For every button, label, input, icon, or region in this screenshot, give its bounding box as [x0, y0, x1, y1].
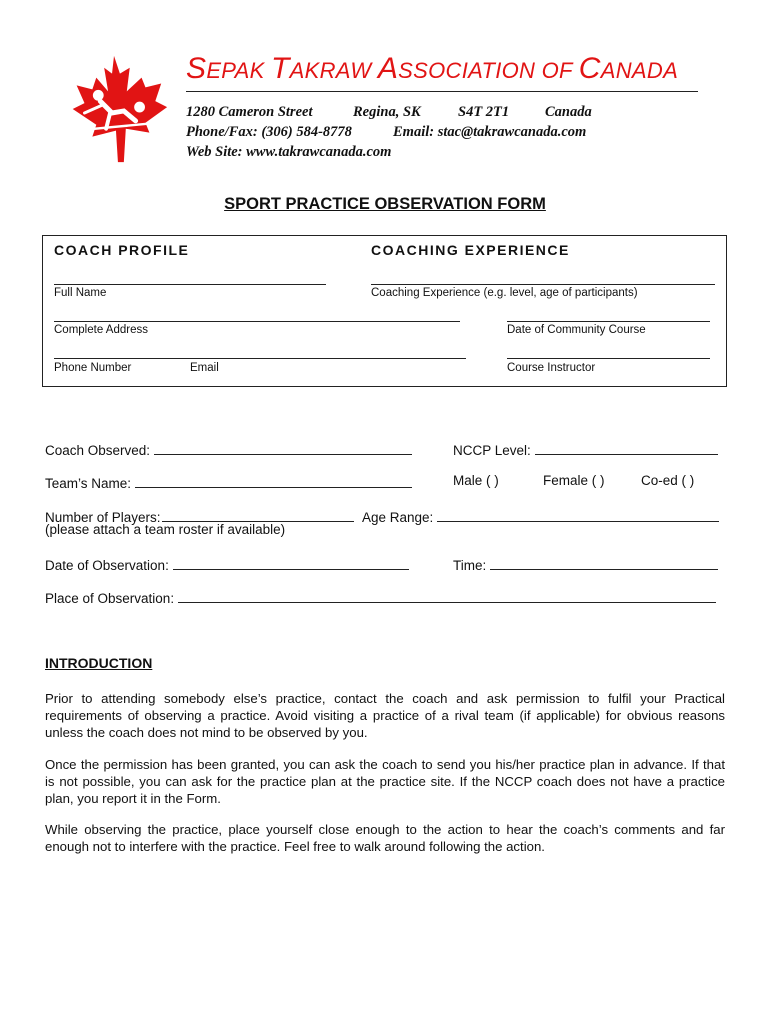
full-name-line[interactable]: [54, 284, 326, 285]
title-part-2-rest: AKRAW: [289, 58, 378, 83]
title-part-2-cap: T: [271, 52, 290, 85]
title-part-3-cap: A: [377, 52, 399, 85]
coach-observed-input[interactable]: [154, 440, 412, 455]
address-street: 1280 Cameron Street: [186, 104, 313, 120]
coach-observed-field: [45, 440, 412, 458]
email-address: Email: stac@takrawcanada.com: [393, 124, 587, 140]
maple-leaf-logo: [55, 52, 173, 170]
introduction-heading: INTRODUCTION: [45, 655, 153, 671]
phone-email-line[interactable]: [54, 358, 466, 359]
title-part-4-rest: ANADA: [600, 58, 679, 83]
title-part-3-rest: SSOCIATION OF: [398, 58, 579, 83]
course-instructor-caption: Course Instructor: [507, 362, 596, 374]
male-option[interactable]: Male ( ): [453, 473, 499, 488]
coaching-experience-caption: Coaching Experience (e.g. level, age of participants): [371, 287, 638, 299]
header-rule: [186, 91, 698, 92]
course-instructor-line[interactable]: [507, 358, 710, 359]
teams-name-input[interactable]: [135, 473, 412, 488]
age-range-field: [362, 507, 719, 525]
age-range-input[interactable]: [437, 507, 719, 522]
complete-address-line[interactable]: [54, 321, 460, 322]
date-of-observation-label: Date of Observation:: [45, 558, 169, 573]
teams-name-label: Team’s Name:: [45, 476, 132, 491]
intro-paragraph-1: Prior to attending somebody else’s practice, contact the coach and ask permission to fulfil your Practical requirements of observing a practice. Avoid visiting a practice of a rival team (if applicable) for obvious reasons unless the coach does not mind to be observed by you.: [45, 691, 725, 740]
date-of-observation-field: [45, 555, 409, 573]
community-course-date-line[interactable]: [507, 321, 710, 322]
email-caption: Email: [190, 362, 219, 374]
title-part-4-cap: C: [578, 52, 601, 85]
website: Web Site: www.takrawcanada.com: [186, 144, 392, 160]
number-of-players-input[interactable]: [162, 507, 354, 522]
female-option[interactable]: Female ( ): [543, 473, 605, 488]
date-of-observation-input[interactable]: [173, 555, 409, 570]
address-city: Regina, SK: [353, 104, 421, 120]
intro-paragraph-3: While observing the practice, place yourself close enough to the action to hear the coach’s comments and far enough not to interfere with the practice. Feel free to walk around following the action.: [45, 822, 725, 854]
phone-fax: Phone/Fax: (306) 584-8778: [186, 124, 352, 140]
coed-option[interactable]: Co-ed ( ): [641, 473, 695, 488]
place-of-observation-field: [45, 588, 716, 606]
place-of-observation-input[interactable]: [178, 588, 716, 603]
coaching-experience-heading: COACHING EXPERIENCE: [371, 242, 570, 258]
number-of-players-label: Number of Players:: [45, 510, 161, 525]
full-name-caption: Full Name: [54, 287, 107, 299]
address-country: Canada: [545, 104, 592, 120]
time-field: [453, 555, 718, 573]
complete-address-caption: Complete Address: [54, 324, 148, 336]
nccp-level-field: [453, 440, 718, 458]
time-input[interactable]: [490, 555, 718, 570]
title-part-1-cap: S: [186, 52, 207, 85]
coaching-experience-line[interactable]: [371, 284, 715, 285]
nccp-level-label: NCCP Level:: [453, 443, 531, 458]
title-part-1-rest: EPAK: [206, 58, 271, 83]
coach-observed-label: Coach Observed:: [45, 443, 151, 458]
age-range-label: Age Range:: [362, 510, 434, 525]
nccp-level-input[interactable]: [535, 440, 718, 455]
address-postal: S4T 2T1: [458, 104, 510, 120]
organization-title: [186, 52, 678, 86]
form-title-text: SPORT PRACTICE OBSERVATION FORM: [224, 195, 546, 213]
intro-paragraph-2: Once the permission has been granted, you can ask the coach to send you his/her practice plan in advance. If that is not possible, you can ask for the practice plan at the practice site. If the NCCP coach does not have a practice plan, you report it in the Form.: [45, 757, 725, 806]
maple-leaf-shape: [73, 56, 167, 162]
phone-number-caption: Phone Number: [54, 362, 132, 374]
community-course-date-caption: Date of Community Course: [507, 324, 646, 336]
form-title: [0, 195, 770, 214]
teams-name-field: [45, 473, 412, 491]
coach-profile-heading: COACH PROFILE: [54, 242, 190, 258]
roster-note: (please attach a team roster if available): [45, 522, 286, 537]
place-of-observation-label: Place of Observation:: [45, 591, 175, 606]
time-label: Time:: [453, 558, 487, 573]
